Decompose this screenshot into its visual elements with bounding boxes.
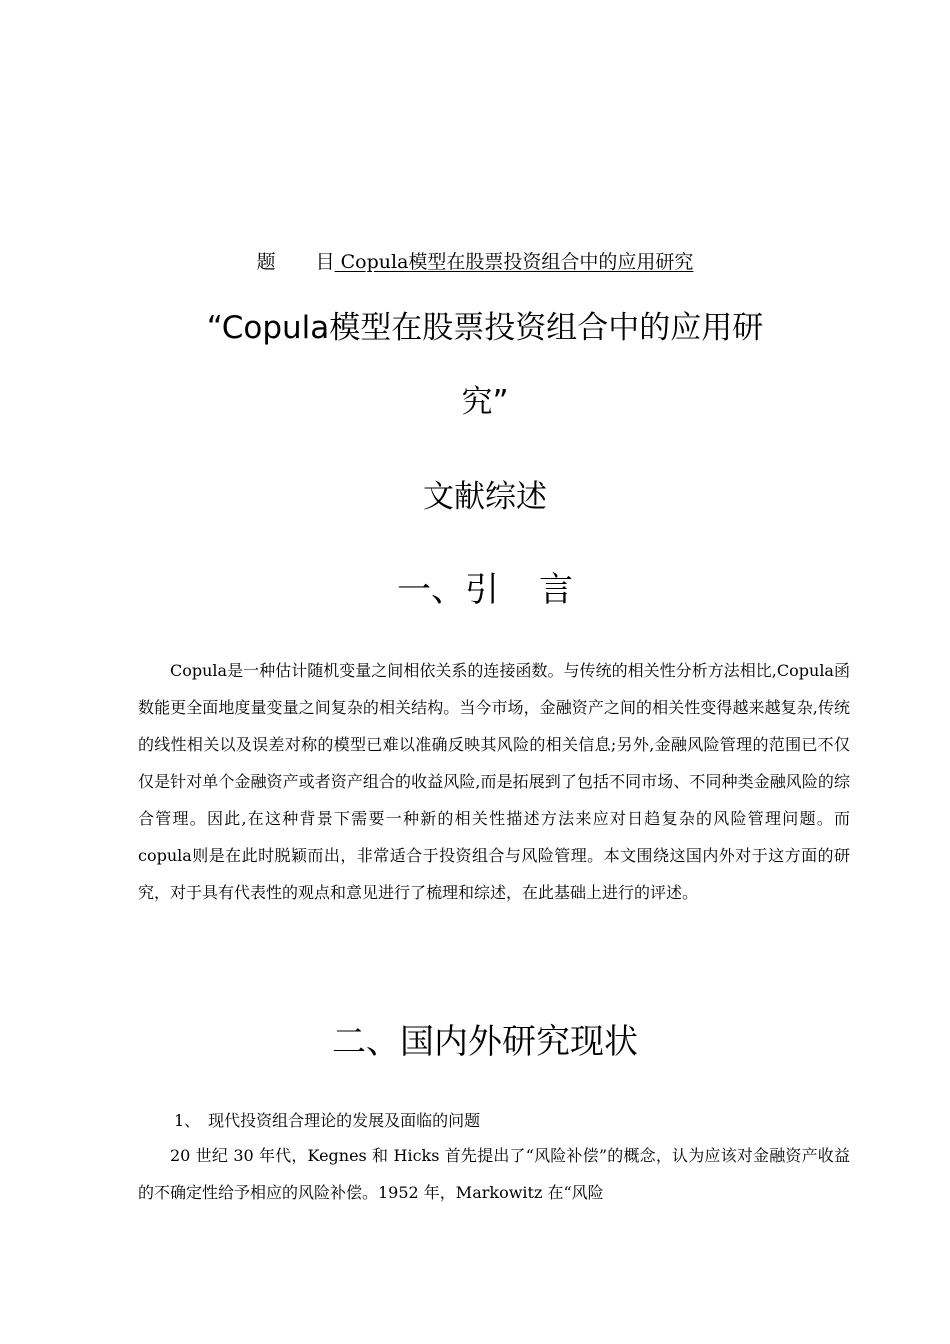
section-2-heading: 二、国内外研究现状: [332, 1022, 638, 1062]
document-title-line-2: 究”: [461, 384, 509, 420]
section-2-subheading: 1、 现代投资组合理论的发展及面临的问题: [174, 1111, 481, 1130]
document-subtitle: 文献综述: [423, 479, 547, 515]
document-title-line-1: “Copula模型在股票投资组合中的应用研: [206, 310, 764, 346]
topic-value: Copula模型在股票投资组合中的应用研究: [334, 251, 694, 273]
section-1-paragraph: Copula是一种估计随机变量之间相依关系的连接函数。与传统的相关性分析方法相比,Copula函数能更全面地度量变量之间复杂的相关结构。当今市场，金融资产之间的相关性变得越来越复杂,传统的线性相关以及误差对称的模型已难以准确反映其风险的相关信息;另外,金融风险管理的范围已不仅仅是针对单个金融资产或者资产组合的收益风险,而是拓展到了包括不同市场、不同种类金融风险的综合管理。因此,在这种背景下需要一种新的相关性描述方法来应对日趋复杂的风险管理问题。而copula则是在此时脱颖而出，非常适合于投资组合与风险管理。本文围绕这国内外对于这方面的研究，对于具有代表性的观点和意见进行了梳理和综述，在此基础上进行的评述。: [138, 661, 850, 902]
section-2-paragraph: 20 世纪 30 年代，Kegnes 和 Hicks 首先提出了“风险补偿”的概念，认为应该对金融资产收益的不确定性给予相应的风险补偿。1952 年，Markowitz 在“风险: [138, 1146, 850, 1202]
section-1-heading-number: 一、引: [397, 570, 499, 610]
section-1-heading: [140, 566, 830, 614]
topic-label-2: 目: [315, 251, 335, 273]
topic-line: [0, 248, 950, 276]
section-1-heading-end: 言: [539, 570, 573, 610]
topic-label-1: 题: [256, 251, 276, 273]
